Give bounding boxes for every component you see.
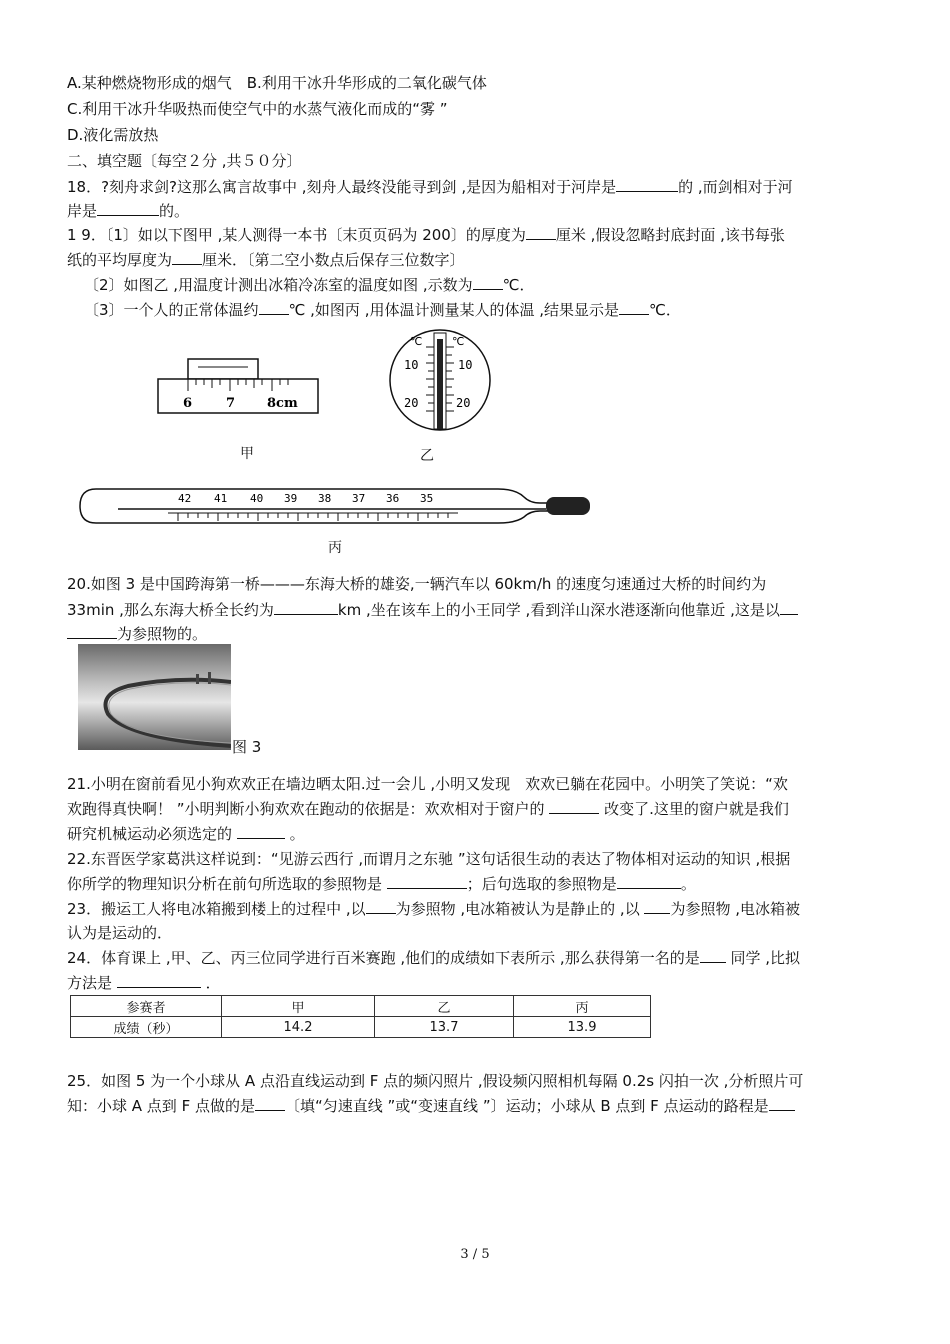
question-22-line1: 22.东晋医学家葛洪这样说到：“见游云西行 ,而谓月之东驰 ”这句话很生动的表达了物体相对运动的知识 ,根据 bbox=[67, 850, 791, 868]
answer-blank[interactable] bbox=[769, 1096, 795, 1111]
table-cell: 14.2 bbox=[222, 1017, 375, 1038]
answer-blank[interactable] bbox=[274, 600, 338, 615]
answer-blank[interactable] bbox=[473, 275, 503, 290]
question-19-line1: 1 9．〔1〕如以下图甲 ,某人测得一本书〔末页页码为 200〕的厚度为 厘米 ,假设忽略封底封面 ,该书每张 bbox=[67, 226, 785, 244]
figure-caption-bing: 丙 bbox=[328, 540, 342, 556]
scale-label: 35 bbox=[420, 492, 434, 505]
ruler-figure bbox=[150, 355, 330, 430]
answer-blank[interactable] bbox=[237, 824, 285, 839]
question-19-line2: 纸的平均厚度为 厘米．〔第二空小数点后保存三位数字〕 bbox=[67, 251, 465, 269]
answer-blank[interactable] bbox=[387, 874, 467, 889]
answer-blank[interactable] bbox=[616, 177, 678, 192]
question-18-line2: 岸是 的。 bbox=[67, 202, 190, 220]
option-a-b: A.某种燃烧物形成的烟气 B.利用干冰升华形成的二氧化碳气体 bbox=[67, 74, 487, 92]
scale-label: 40 bbox=[250, 492, 264, 505]
question-18-line1: 18．?刻舟求剑?这那么寓言故事中 ,刻舟人最终没能寻到剑 ,是因为船相对于河岸是 的 ,而剑相对于河 bbox=[67, 178, 793, 196]
ruler-tick-label: 7 bbox=[226, 396, 236, 411]
question-20-line1: 20.如图 3 是中国跨海第一桥———东海大桥的雄姿,一辆汽车以 60km/h 的速度匀速通过大桥的时间约为 bbox=[67, 575, 767, 593]
answer-blank[interactable] bbox=[619, 300, 649, 315]
table-cell: 13.9 bbox=[514, 1017, 651, 1038]
scale-label: 38 bbox=[318, 492, 332, 505]
question-23-line1: 23．搬运工人将电冰箱搬到楼上的过程中 ,以 为参照物 ,电冰箱被认为是静止的 ,以 为参照物 ,电冰箱被 bbox=[67, 900, 801, 918]
answer-blank[interactable] bbox=[67, 624, 117, 639]
question-21-line2: 欢跑得真快啊！ ”小明判断小狗欢欢在跑动的依据是：欢欢相对于窗户的 改变了.这里的窗户就是我们 bbox=[67, 800, 789, 818]
question-25-line1: 25．如图 5 为一个小球从 A 点沿直线运动到 F 点的频闪照片 ,假设频闪照相机每隔 0.2s 闪拍一次 ,分析照片可 bbox=[67, 1072, 804, 1090]
answer-blank[interactable] bbox=[617, 874, 681, 889]
scale-label: 39 bbox=[284, 492, 298, 505]
scale-label: 41 bbox=[214, 492, 228, 505]
question-21-line3: 研究机械运动必须选定的 。 bbox=[67, 825, 305, 843]
unit-label: ℃ bbox=[410, 335, 423, 348]
question-24-line2: 方法是 ． bbox=[67, 974, 221, 992]
answer-blank[interactable] bbox=[549, 799, 599, 814]
table-header-row bbox=[71, 996, 651, 1017]
answer-blank[interactable] bbox=[366, 899, 396, 914]
question-23-line2: 认为是运动的． bbox=[67, 924, 173, 942]
question-19-part3: 〔3〕一个人的正常体温约 ℃ ,如图丙 ,用体温计测量某人的体温 ,结果显示是 ℃． bbox=[84, 301, 681, 319]
scale-label: 42 bbox=[178, 492, 192, 505]
question-19-part2: 〔2〕如图乙 ,用温度计测出冰箱冷冻室的温度如图 ,示数为 ℃． bbox=[84, 276, 535, 294]
section-heading: 二、填空题〔每空２分 ,共５０分〕 bbox=[67, 152, 302, 170]
book-shape bbox=[188, 359, 258, 379]
mercury-bulb bbox=[546, 497, 590, 515]
option-d: D.液化需放热 bbox=[67, 126, 159, 144]
table-header-cell: 乙 bbox=[375, 996, 514, 1017]
scale-label: 36 bbox=[386, 492, 400, 505]
scale-label: 10 bbox=[458, 358, 473, 372]
question-22-line2: 你所学的物理知识分析在前句所选取的参照物是 ；后句选取的参照物是 。 bbox=[67, 875, 696, 893]
table-header-cell: 甲 bbox=[222, 996, 375, 1017]
freezer-thermometer-figure bbox=[388, 325, 493, 435]
table-row bbox=[71, 1017, 651, 1038]
question-24-line1: 24．体育课上 ,甲、乙、丙三位同学进行百米赛跑 ,他们的成绩如下表所示 ,那么获得第一名的是 同学 ,比拟 bbox=[67, 949, 801, 967]
unit-label: ℃ bbox=[452, 335, 465, 348]
question-20-line3: 为参照物的。 bbox=[67, 624, 207, 644]
answer-blank[interactable] bbox=[780, 600, 798, 615]
answer-blank[interactable] bbox=[644, 899, 670, 914]
answer-blank[interactable] bbox=[117, 973, 201, 988]
table-cell: 成绩（秒） bbox=[71, 1017, 222, 1038]
scale-label: 10 bbox=[404, 358, 419, 372]
answer-blank[interactable] bbox=[97, 201, 159, 216]
page-number: 3 / 5 bbox=[460, 1247, 490, 1262]
answer-blank[interactable] bbox=[259, 300, 289, 315]
answer-blank[interactable] bbox=[700, 948, 726, 963]
answer-blank[interactable] bbox=[526, 225, 556, 240]
liquid-column bbox=[437, 339, 443, 429]
table-header-cell: 丙 bbox=[514, 996, 651, 1017]
table-header-cell: 参赛者 bbox=[71, 996, 222, 1017]
option-c: C.利用干冰升华吸热而使空气中的水蒸气液化而成的“雾 ” bbox=[67, 100, 448, 118]
bridge-photo bbox=[78, 644, 231, 750]
scale-label: 20 bbox=[404, 396, 419, 410]
table-cell: 13.7 bbox=[375, 1017, 514, 1038]
figure-3-caption: 图 3 bbox=[232, 738, 262, 756]
question-21-line1: 21.小明在窗前看见小狗欢欢正在墙边晒太阳.过一会儿 ,小明又发现 欢欢已躺在花园中。小明笑了笑说：“欢 bbox=[67, 775, 788, 793]
clinical-thermometer-figure bbox=[78, 483, 598, 528]
ruler-tick-label: 8cm bbox=[267, 396, 298, 411]
race-results-table bbox=[70, 995, 651, 1038]
scale-label: 37 bbox=[352, 492, 366, 505]
scale-label: 20 bbox=[456, 396, 471, 410]
question-20-line2: 33min ,那么东海大桥全长约为 km ,坐在该车上的小王同学 ,看到洋山深水港逐渐向他靠近 ,这是以 bbox=[67, 600, 798, 620]
figure-caption-yi: 乙 bbox=[420, 448, 434, 464]
figure-caption-jia: 甲 bbox=[240, 446, 254, 462]
ruler-tick-label: 6 bbox=[183, 396, 193, 411]
answer-blank[interactable] bbox=[172, 250, 202, 265]
answer-blank[interactable] bbox=[255, 1096, 285, 1111]
question-25-line2: 知：小球 A 点到 F 点做的是 〔填“匀速直线 ”或“变速直线 ”〕运动；小球从 B 点到 F 点运动的路程是 bbox=[67, 1096, 795, 1116]
